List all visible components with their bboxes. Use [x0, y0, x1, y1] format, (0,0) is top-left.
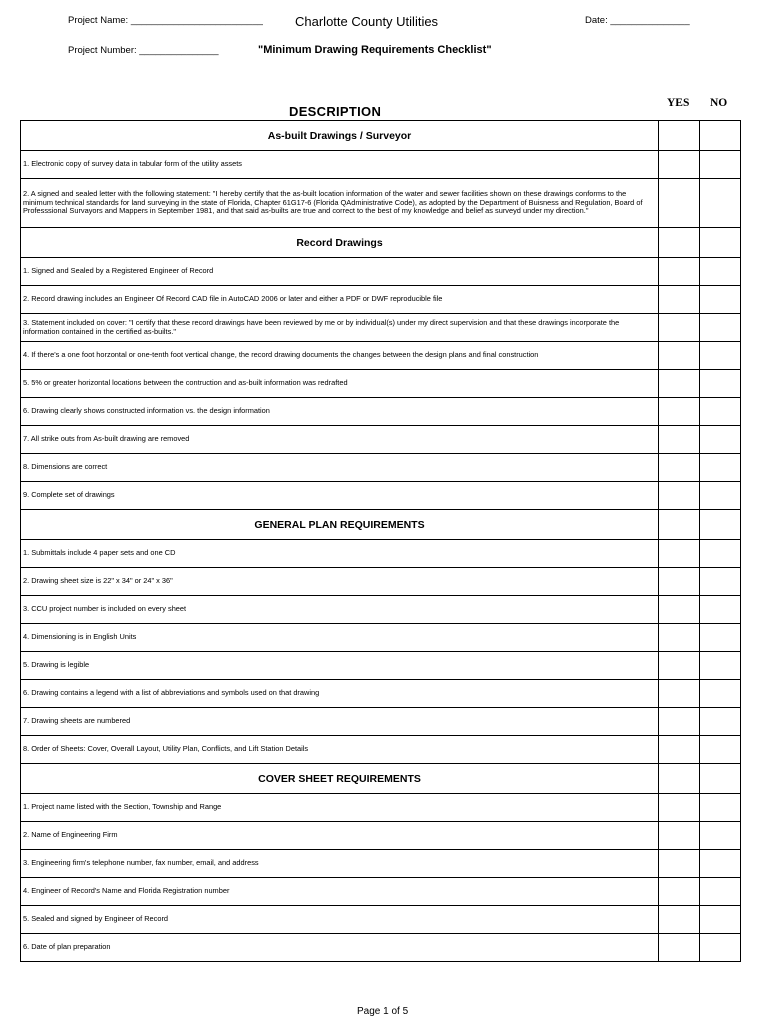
yes-checkbox[interactable] — [659, 568, 700, 596]
yes-checkbox[interactable] — [659, 426, 700, 454]
checklist-row — [21, 652, 741, 680]
yes-checkbox[interactable] — [659, 228, 700, 258]
yes-checkbox[interactable] — [659, 398, 700, 426]
yes-checkbox[interactable] — [659, 624, 700, 652]
checklist-row — [21, 540, 741, 568]
no-checkbox[interactable] — [700, 482, 741, 510]
no-checkbox[interactable] — [700, 596, 741, 624]
yes-checkbox[interactable] — [659, 482, 700, 510]
no-checkbox[interactable] — [700, 680, 741, 708]
no-checkbox[interactable] — [700, 624, 741, 652]
checklist-item: 2. Name of Engineering Firm — [21, 822, 659, 850]
project-name-field: Project Name: _________________________ — [68, 15, 263, 26]
checklist-row — [21, 314, 741, 342]
checklist-item: 4. Engineer of Record's Name and Florida Registration number — [21, 878, 659, 906]
no-checkbox[interactable] — [700, 510, 741, 540]
section-header-row — [21, 764, 741, 794]
yes-checkbox[interactable] — [659, 370, 700, 398]
no-checkbox[interactable] — [700, 822, 741, 850]
checklist-row — [21, 736, 741, 764]
no-checkbox[interactable] — [700, 398, 741, 426]
checklist-item: 3. CCU project number is included on every sheet — [21, 596, 659, 624]
no-checkbox[interactable] — [700, 794, 741, 822]
checklist-item: 3. Engineering firm's telephone number, fax number, email, and address — [21, 850, 659, 878]
section-title: Record Drawings — [21, 228, 659, 258]
no-checkbox[interactable] — [700, 906, 741, 934]
checklist-row — [21, 286, 741, 314]
yes-column-heading: YES — [667, 97, 690, 109]
checklist-row — [21, 454, 741, 482]
checklist-item: 6. Date of plan preparation — [21, 934, 659, 962]
checklist-item: 9. Complete set of drawings — [21, 482, 659, 510]
yes-checkbox[interactable] — [659, 314, 700, 342]
checklist-row — [21, 822, 741, 850]
checklist-row — [21, 568, 741, 596]
yes-checkbox[interactable] — [659, 151, 700, 179]
no-checkbox[interactable] — [700, 426, 741, 454]
no-checkbox[interactable] — [700, 540, 741, 568]
checklist-item: 1. Submittals include 4 paper sets and one CD — [21, 540, 659, 568]
checklist-row — [21, 878, 741, 906]
yes-checkbox[interactable] — [659, 934, 700, 962]
checklist-item: 8. Order of Sheets: Cover, Overall Layout, Utility Plan, Conflicts, and Lift Station Details — [21, 736, 659, 764]
no-checkbox[interactable] — [700, 370, 741, 398]
checklist-item: 5. 5% or greater horizontal locations between the contruction and as-built information was redrafted — [21, 370, 659, 398]
yes-checkbox[interactable] — [659, 764, 700, 794]
checklist-row — [21, 398, 741, 426]
checklist-row — [21, 426, 741, 454]
checklist-item: 2. Record drawing includes an Engineer Of Record CAD file in AutoCAD 2006 or later and either a PDF or DWF reproducible file — [21, 286, 659, 314]
yes-checkbox[interactable] — [659, 121, 700, 151]
no-checkbox[interactable] — [700, 228, 741, 258]
no-checkbox[interactable] — [700, 736, 741, 764]
checklist-row — [21, 596, 741, 624]
checklist-row — [21, 482, 741, 510]
no-checkbox[interactable] — [700, 454, 741, 482]
yes-checkbox[interactable] — [659, 540, 700, 568]
checklist-item: 5. Sealed and signed by Engineer of Record — [21, 906, 659, 934]
description-heading: DESCRIPTION — [289, 104, 382, 119]
checklist-item: 5. Drawing is legible — [21, 652, 659, 680]
no-checkbox[interactable] — [700, 878, 741, 906]
checklist-item: 6. Drawing clearly shows constructed information vs. the design information — [21, 398, 659, 426]
checklist-row — [21, 151, 741, 179]
checklist-item: 1. Project name listed with the Section, Township and Range — [21, 794, 659, 822]
checklist-row — [21, 680, 741, 708]
no-checkbox[interactable] — [700, 850, 741, 878]
checklist-item: 4. If there's a one foot horzontal or one-tenth foot vertical change, the record drawing documents the changes between the design plans and final construction — [21, 342, 659, 370]
section-title: GENERAL PLAN REQUIREMENTS — [21, 510, 659, 540]
yes-checkbox[interactable] — [659, 342, 700, 370]
yes-checkbox[interactable] — [659, 850, 700, 878]
yes-checkbox[interactable] — [659, 258, 700, 286]
yes-checkbox[interactable] — [659, 822, 700, 850]
no-checkbox[interactable] — [700, 121, 741, 151]
section-header-row — [21, 510, 741, 540]
checklist-row — [21, 624, 741, 652]
checklist-row — [21, 708, 741, 736]
checklist-item: 6. Drawing contains a legend with a list of abbreviations and symbols used on that drawing — [21, 680, 659, 708]
yes-checkbox[interactable] — [659, 596, 700, 624]
yes-checkbox[interactable] — [659, 510, 700, 540]
checklist-row — [21, 370, 741, 398]
checklist-item: 7. All strike outs from As-built drawing are removed — [21, 426, 659, 454]
yes-checkbox[interactable] — [659, 286, 700, 314]
yes-checkbox[interactable] — [659, 680, 700, 708]
yes-checkbox[interactable] — [659, 179, 700, 228]
checklist-row — [21, 342, 741, 370]
section-title: As-built Drawings / Surveyor — [21, 121, 659, 151]
yes-checkbox[interactable] — [659, 906, 700, 934]
no-checkbox[interactable] — [700, 179, 741, 228]
no-checkbox[interactable] — [700, 342, 741, 370]
yes-checkbox[interactable] — [659, 736, 700, 764]
checklist-item: 2. A signed and sealed letter with the following statement: "I hereby certify that the as-built location information of the water and sewer facilities shown on these drawings conforms to the minimum technical standards for land surveying in the state of Florida, Chapter 61G17-6 (Florida QAdministrative Code), as adopted by the Department of Buisness and Regulation, Board of Professsional Survayors and Mappers in September 1981, and that said as-builts are true and correct to the best of my knowledge and belief as surveyd under my direction." — [21, 179, 659, 228]
checklist-item: 7. Drawing sheets are numbered — [21, 708, 659, 736]
section-header-row — [21, 121, 741, 151]
checklist-title: "Minimum Drawing Requirements Checklist" — [258, 44, 492, 56]
yes-checkbox[interactable] — [659, 454, 700, 482]
checklist-row — [21, 794, 741, 822]
checklist-row — [21, 258, 741, 286]
checklist-row — [21, 934, 741, 962]
date-field: Date: _______________ — [585, 15, 690, 26]
checklist-table — [20, 120, 741, 962]
no-checkbox[interactable] — [700, 568, 741, 596]
yes-checkbox[interactable] — [659, 878, 700, 906]
yes-checkbox[interactable] — [659, 708, 700, 736]
project-number-field: Project Number: _______________ — [68, 45, 219, 56]
checklist-item: 1. Signed and Sealed by a Registered Engineer of Record — [21, 258, 659, 286]
checklist-item: 4. Dimensioning is in English Units — [21, 624, 659, 652]
no-checkbox[interactable] — [700, 934, 741, 962]
checklist-row — [21, 906, 741, 934]
yes-checkbox[interactable] — [659, 794, 700, 822]
checklist-item: 2. Drawing sheet size is 22" x 34" or 24" x 36" — [21, 568, 659, 596]
checklist-item: 3. Statement included on cover: "I certify that these record drawings have been reviewed by me or by individual(s) under my direct supervision and that these drawings incorporate the information contained in the certified as-builts." — [21, 314, 659, 342]
checklist-item: 8. Dimensions are correct — [21, 454, 659, 482]
no-checkbox[interactable] — [700, 286, 741, 314]
no-checkbox[interactable] — [700, 652, 741, 680]
section-title: COVER SHEET REQUIREMENTS — [21, 764, 659, 794]
checklist-row — [21, 179, 741, 228]
no-checkbox[interactable] — [700, 151, 741, 179]
company-title: Charlotte County Utilities — [295, 14, 439, 29]
no-checkbox[interactable] — [700, 708, 741, 736]
page-number: Page 1 of 5 — [357, 1006, 409, 1017]
no-checkbox[interactable] — [700, 764, 741, 794]
section-header-row — [21, 228, 741, 258]
checklist-row — [21, 850, 741, 878]
checklist-item: 1. Electronic copy of survey data in tabular form of the utility assets — [21, 151, 659, 179]
no-checkbox[interactable] — [700, 314, 741, 342]
no-column-heading: NO — [710, 97, 728, 109]
yes-checkbox[interactable] — [659, 652, 700, 680]
no-checkbox[interactable] — [700, 258, 741, 286]
